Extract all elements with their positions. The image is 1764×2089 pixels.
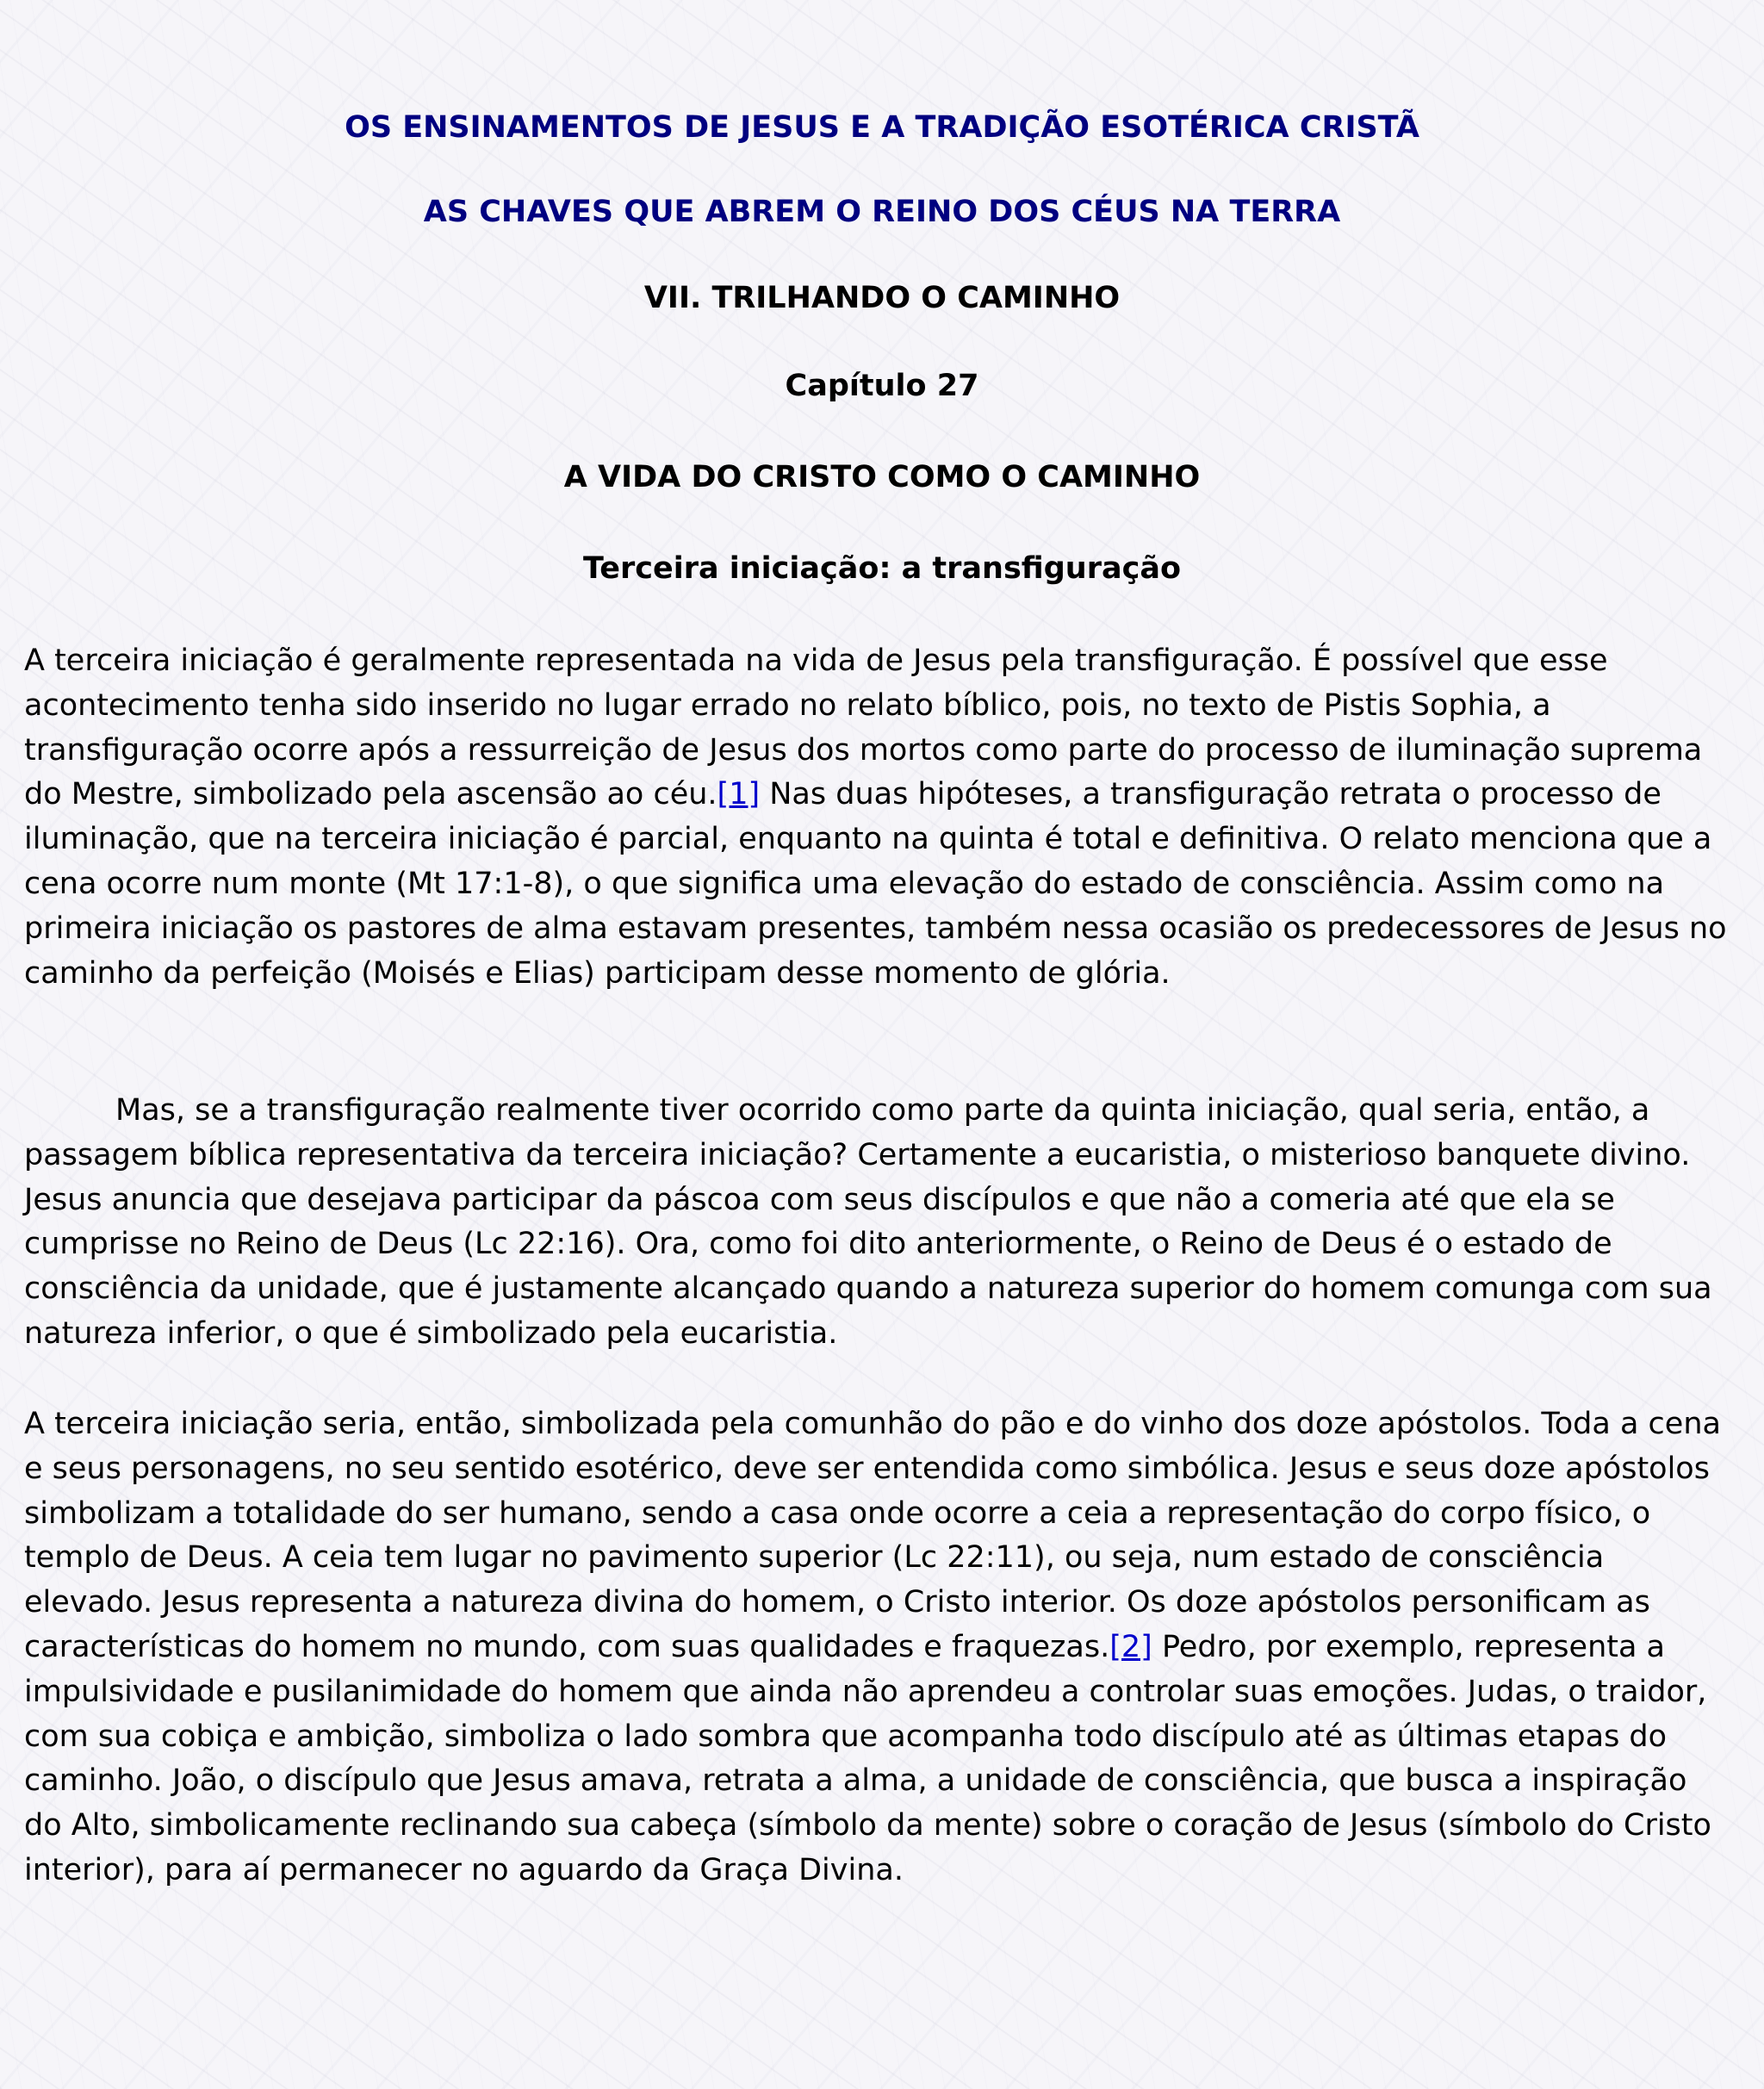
chapter-title: A VIDA DO CRISTO COMO O CAMINHO [563, 460, 1201, 494]
paragraph-3-text-b: Pedro, por exemplo, representa a impulsividade e pusilanimidade do homem que ainda não aprendeu a controlar suas emoções. Judas, o traidor, com sua cobiça e ambição, simboliza o lado sombra que acompanha todo discípulo até as últimas etapas do caminho. João, o discípulo que Jesus amava, retrata a alma, a unidade de consciência, que busca a inspiração do Alto, simbolicamente reclinando sua cabeça (símbolo da mente) sobre o coração de Jesus (símbolo do Cristo interior), para aí permanecer no aguardo da Graça Divina. [24, 1629, 1711, 1887]
footnote-link-2[interactable]: [2] [1109, 1629, 1152, 1664]
paragraph-1-text-b: Nas duas hipóteses, a transfiguração retrata o processo de iluminação, que na terceira iniciação é parcial, enquanto na quinta é total e definitiva. O relato menciona que a cena ocorre num monte (Mt 17:1-8), o que significa uma elevação do estado de consciência. Assim como na primeira iniciação os pastores de alma estavam presentes, também nessa ocasião os predecessores de Jesus no caminho da perfeição (Moisés e Elias) participam desse momento de glória. [24, 777, 1727, 991]
paragraph-2-text: Mas, se a transfiguração realmente tiver ocorrido como parte da quinta iniciação, qual seria, então, a passagem bíblica representativa da terceira iniciação? Certamente a eucaristia, o misterioso banquete divino. Jesus anuncia que desejava participar da páscoa com seus discípulos e que não a comeria até que ela se cumprisse no Reino de Deus (Lc 22:16). Ora, como foi dito anteriormente, o Reino de Deus é o estado de consciência da unidade, que é justamente alcançado quando a natureza superior do homem comunga com sua natureza inferior, o que é simbolizado pela eucaristia. [24, 1093, 1712, 1351]
paragraph-1 [24, 639, 1730, 996]
book-subtitle: AS CHAVES QUE ABREM O REINO DOS CÉUS NA TERRA [423, 195, 1341, 229]
paragraph-2 [24, 1089, 1730, 1357]
book-title: OS ENSINAMENTOS DE JESUS E A TRADIÇÃO ESOTÉRICA CRISTÃ [345, 110, 1419, 145]
part-title: VII. TRILHANDO O CAMINHO [643, 281, 1121, 315]
paragraph-1-text-a: A terceira iniciação é geralmente representada na vida de Jesus pela transfiguração. É possível que esse acontecimento tenha sido inserido no lugar errado no relato bíblico, pois, no texto de Pistis Sophia, a transfiguração ocorre após a ressurreição de Jesus dos mortos como parte do processo de iluminação suprema do Mestre, simbolizado pela ascensão ao céu. [24, 643, 1703, 812]
chapter-number: Capítulo 27 [785, 369, 979, 403]
paragraph-3-text-a: A terceira iniciação seria, então, simbolizada pela comunhão do pão e do vinho dos doze apóstolos. Toda a cena e seus personagens, no seu sentido esotérico, deve ser entendida como simbólica. Jesus e seus doze apóstolos simbolizam a totalidade do ser humano, sendo a casa onde ocorre a ceia a representação do corpo físico, o templo de Deus. A ceia tem lugar no pavimento superior (Lc 22:11), ou seja, num estado de consciência elevado. Jesus representa a natureza divina do homem, o Cristo interior. Os doze apóstolos personificam as características do homem no mundo, com suas qualidades e fraquezas. [24, 1407, 1721, 1664]
section-title: Terceira iniciação: a transfiguração [582, 551, 1181, 586]
paragraph-3 [24, 1402, 1730, 1893]
footnote-link-1[interactable]: [1] [717, 777, 761, 812]
